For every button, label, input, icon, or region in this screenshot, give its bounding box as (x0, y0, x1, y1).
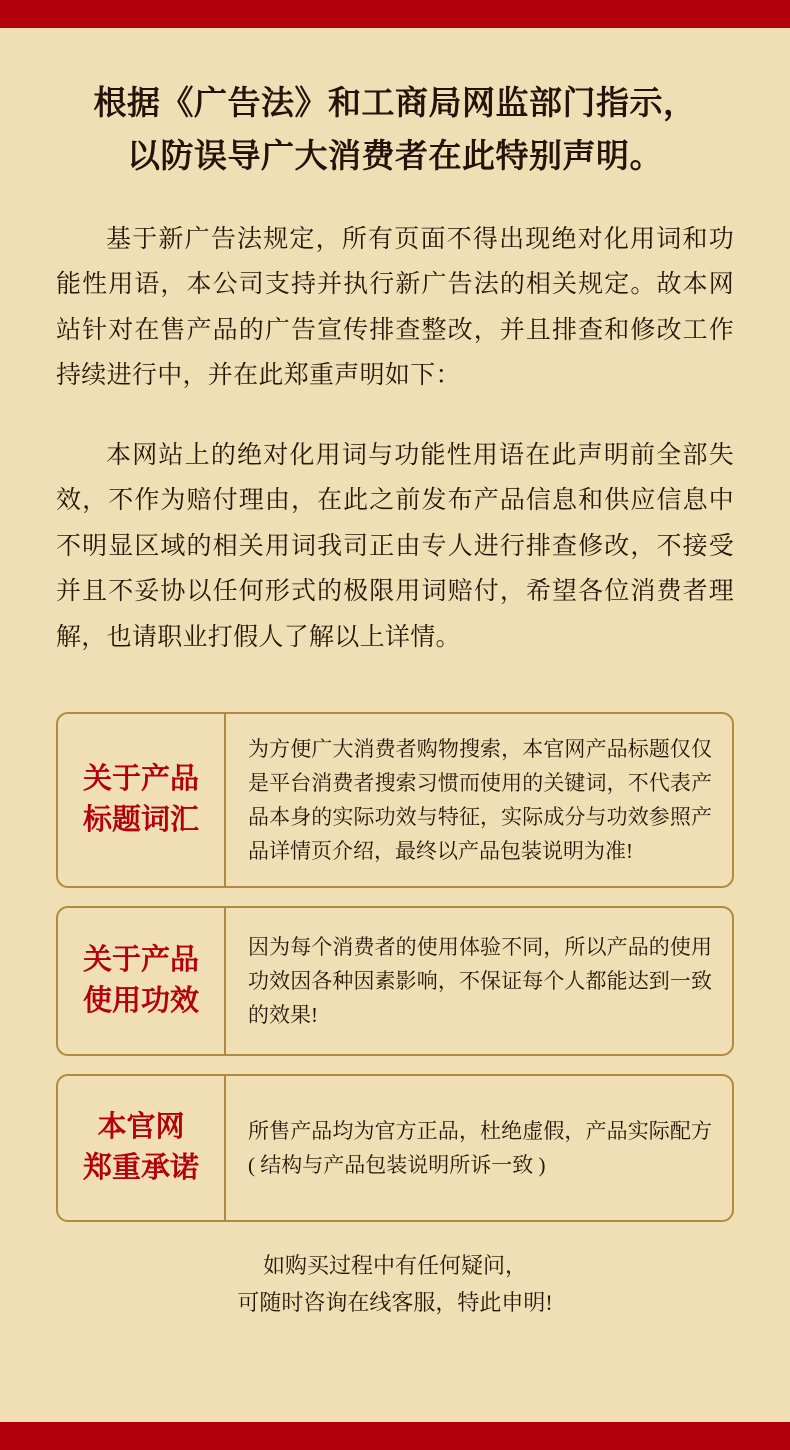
page-title-line-2: 以防误导广大消费者在此特别声明。 (127, 139, 663, 176)
statement-card-label-line-2: 使用功效 (82, 985, 199, 1018)
statement-card-label-line-1: 关于产品 (82, 944, 199, 977)
statement-card-label-line-1: 本官网 (97, 1111, 185, 1144)
statement-card-label (58, 908, 226, 1054)
paragraph-one: 基于新广告法规定，所有页面不得出现绝对化用词和功能性用语，本公司支持并执行新广告法的相关规定。故本网站针对在售产品的广告宣传排查整改，并且排查和修改工作持续进行中，并在此郑重声明如下： (56, 225, 734, 390)
statement-card-official-promise (56, 1074, 734, 1222)
statement-card-label (58, 714, 226, 886)
page-title (56, 28, 734, 185)
footer-note (56, 1248, 734, 1322)
statement-card-label-line-1: 关于产品 (82, 763, 199, 796)
statement-card-label-line-2: 郑重承诺 (82, 1152, 199, 1185)
paragraph-two: 本网站上的绝对化用词与功能性用语在此声明前全部失效，不作为赔付理由，在此之前发布产品信息和供应信息中不明显区域的相关用词我司正由专人进行排查修改，不接受并且不妥协以任何形式的极限用词赔付，希望各位消费者理解，也请职业打假人了解以上详情。 (56, 441, 734, 651)
statement-card-product-efficacy (56, 906, 734, 1056)
page-title-line-1: 根据《广告法》和工商局网监部门指示， (93, 86, 697, 122)
statement-card-list (56, 712, 734, 1222)
statement-card-label-line-2: 标题词汇 (82, 804, 199, 837)
statement-card-label (58, 1076, 226, 1220)
statement-card-text: 所售产品均为官方正品，杜绝虚假，产品实际配方( 结构与产品包装说明所诉一致 ) (248, 1119, 712, 1178)
disclaimer-panel (0, 28, 790, 1422)
footer-note-line-2: 可随时咨询在线客服，特此申明! (237, 1290, 553, 1316)
statement-card-text: 因为每个消费者的使用体验不同，所以产品的使用功效因各种因素影响，不保证每个人都能达到一致的效果! (248, 935, 712, 1028)
statement-card-text: 为方便广大消费者购物搜索，本官网产品标题仅仅是平台消费者搜索习惯而使用的关键词，不代表产品本身的实际功效与特征，实际成分与功效参照产品详情页介绍，最终以产品包装说明为准! (248, 737, 712, 864)
statement-card-product-title (56, 712, 734, 888)
footer-note-line-1: 如购买过程中有任何疑问， (262, 1253, 527, 1279)
